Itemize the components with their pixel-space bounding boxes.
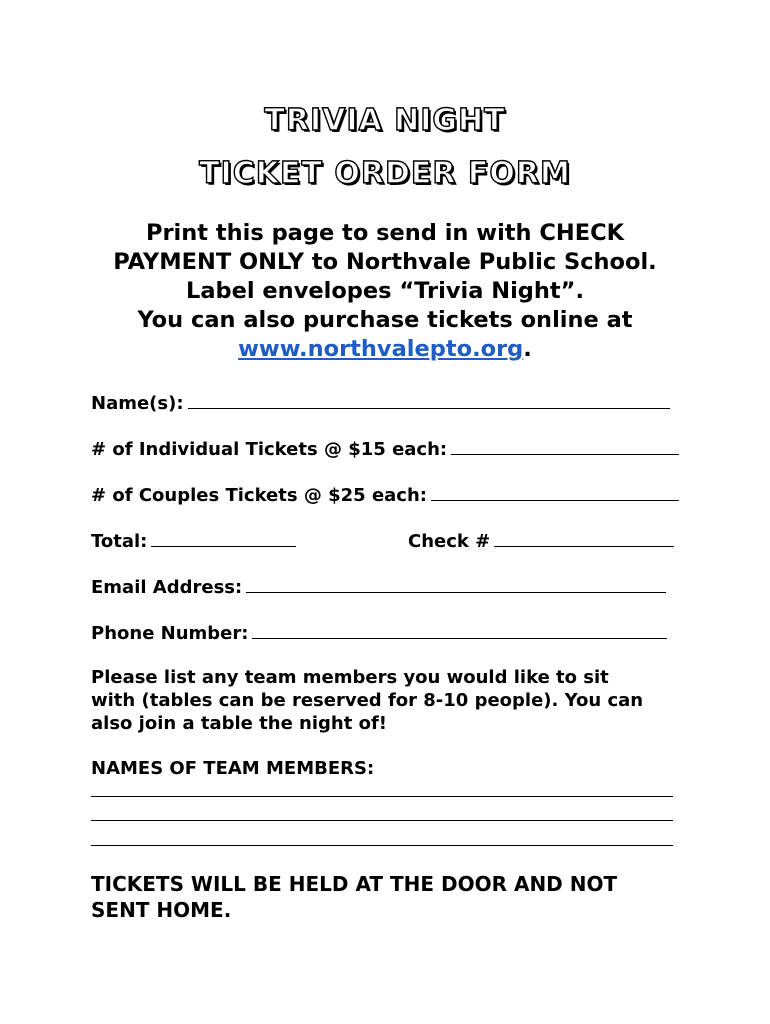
intro-line4: You can also purchase tickets online at (137, 307, 633, 333)
phone-blank[interactable] (252, 623, 667, 639)
closing-line1: TICKETS WILL BE HELD AT THE DOOR AND NOT (91, 872, 618, 896)
team-instructions-line3: also join a table the night of! (91, 713, 387, 734)
team-member-line-2[interactable] (91, 820, 673, 821)
individual-tickets-label: # of Individual Tickets @ $15 each: (91, 439, 448, 460)
team-member-line-3[interactable] (91, 845, 673, 846)
individual-tickets-row (91, 439, 679, 461)
intro-line1: Print this page to send in with CHECK (145, 220, 625, 246)
names-label: Name(s): (91, 393, 184, 414)
email-blank[interactable] (246, 577, 666, 593)
names-blank[interactable] (188, 393, 670, 409)
team-member-line-1[interactable] (91, 796, 673, 797)
closing-notice (91, 871, 691, 923)
team-members-heading: NAMES OF TEAM MEMBERS: (91, 758, 375, 779)
couples-tickets-row (91, 485, 679, 507)
form-title-line2: TICKET ORDER FORM (199, 156, 571, 191)
closing-line2: SENT HOME. (91, 898, 232, 922)
names-field-row (91, 393, 670, 415)
couples-tickets-blank[interactable] (431, 485, 679, 501)
check-label: Check # (408, 531, 491, 552)
check-blank[interactable] (494, 531, 674, 547)
link-suffix: . (523, 336, 532, 362)
total-row (91, 531, 296, 553)
email-label: Email Address: (91, 577, 243, 598)
team-instructions-line2: with (tables can be reserved for 8-10 people). You can (91, 690, 644, 711)
intro-line2: PAYMENT ONLY to Northvale Public School. (113, 249, 657, 275)
team-instructions-line1: Please list any team members you would like to sit (91, 667, 609, 688)
intro-line3: Label envelopes “Trivia Night”. (185, 278, 585, 304)
individual-tickets-blank[interactable] (451, 439, 679, 455)
total-blank[interactable] (151, 531, 296, 547)
check-row (408, 531, 674, 553)
team-instructions (91, 666, 681, 735)
email-row (91, 577, 666, 599)
couples-tickets-label: # of Couples Tickets @ $25 each: (91, 485, 427, 506)
phone-label: Phone Number: (91, 623, 249, 644)
intro-link-line (60, 335, 710, 364)
website-link[interactable]: www.northvalepto.org (238, 336, 524, 362)
total-label: Total: (91, 531, 148, 552)
form-title-line1: TRIVIA NIGHT (264, 103, 506, 138)
phone-row (91, 623, 667, 645)
intro-instructions (60, 219, 710, 364)
